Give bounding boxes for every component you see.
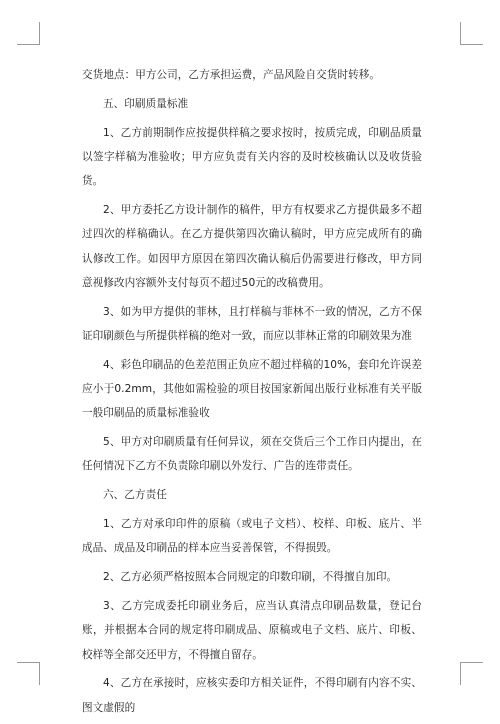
clause-paragraph: 2、甲方委托乙方设计制作的稿件，甲方有权要求乙方提供最多不超过四次的样稿确认。在乙方提供第四次确认稿时，甲方应完成所有的确认修改工作。如因甲方原因在第四次确认稿后仍需要进行修改，甲方同意视修改内容额外支付每页不超过50元的改稿费用。: [82, 203, 422, 289]
clause-paragraph: 1、乙方对承印印件的原稿（或电子文档）、校样、印板、底片、半成品、成品及印刷品的样本应当妥善保管，不得损毁。: [82, 518, 422, 555]
clause-paragraph: 4、乙方在承接时，应核实委印方相关证件，不得印刷有内容不实、图文虚假的: [82, 677, 422, 714]
clause-paragraph: 3、如为甲方提供的菲林，且打样稿与菲林不一致的情况，乙方不保证印刷颜色与所提供样稿的绝对一致，而应以菲林正常的印刷效果为准: [82, 305, 422, 342]
document-body: [82, 63, 422, 724]
crop-mark-bottom-left-vertical: [39, 662, 40, 685]
clause-paragraph: 2、乙方必须严格按照本合同规定的印数印刷，不得擅自加印。: [103, 571, 398, 584]
crop-mark-bottom-right-horizontal: [460, 662, 483, 663]
section-heading-party-b-responsibility: 六、乙方责任: [103, 489, 167, 502]
section-heading-quality-standard: 五、印刷质量标准: [103, 97, 189, 110]
crop-mark-top-right-vertical: [460, 22, 461, 45]
clause-paragraph: 1、乙方前期制作应按提供样稿之要求按时，按质完成，印刷品质量以签字样稿为准验收；甲方应负责有关内容的及时校核确认以及收货验货。: [82, 126, 422, 188]
crop-mark-top-left-horizontal: [17, 44, 40, 45]
delivery-location-paragraph: 交货地点：甲方公司，乙方承担运费，产品风险自交货时转移。: [82, 69, 381, 81]
clause-paragraph: 5、甲方对印刷质量有任何异议，须在交货后三个工作日内提出，在任何情况下乙方不负责除印刷以外发行、广告的连带责任。: [82, 436, 422, 473]
crop-mark-top-left-vertical: [39, 22, 40, 45]
clause-paragraph: 4、彩色印刷品的色差范围正负应不超过样稿的10%，套印允许误差应小于0.2mm，其他如需检验的项目按国家新闻出版行业标准有关平版一般印刷品的质量标准验收: [82, 358, 422, 420]
crop-mark-top-right-horizontal: [460, 44, 483, 45]
clause-paragraph: 3、乙方完成委托印刷业务后，应当认真清点印刷品数量，登记台账，并根据本合同的规定将印刷成品、原稿或电子文档、底片、印板、校样等全部交还甲方，不得擅自留存。: [82, 599, 422, 661]
crop-mark-bottom-right-vertical: [460, 662, 461, 685]
crop-mark-bottom-left-horizontal: [17, 662, 40, 663]
